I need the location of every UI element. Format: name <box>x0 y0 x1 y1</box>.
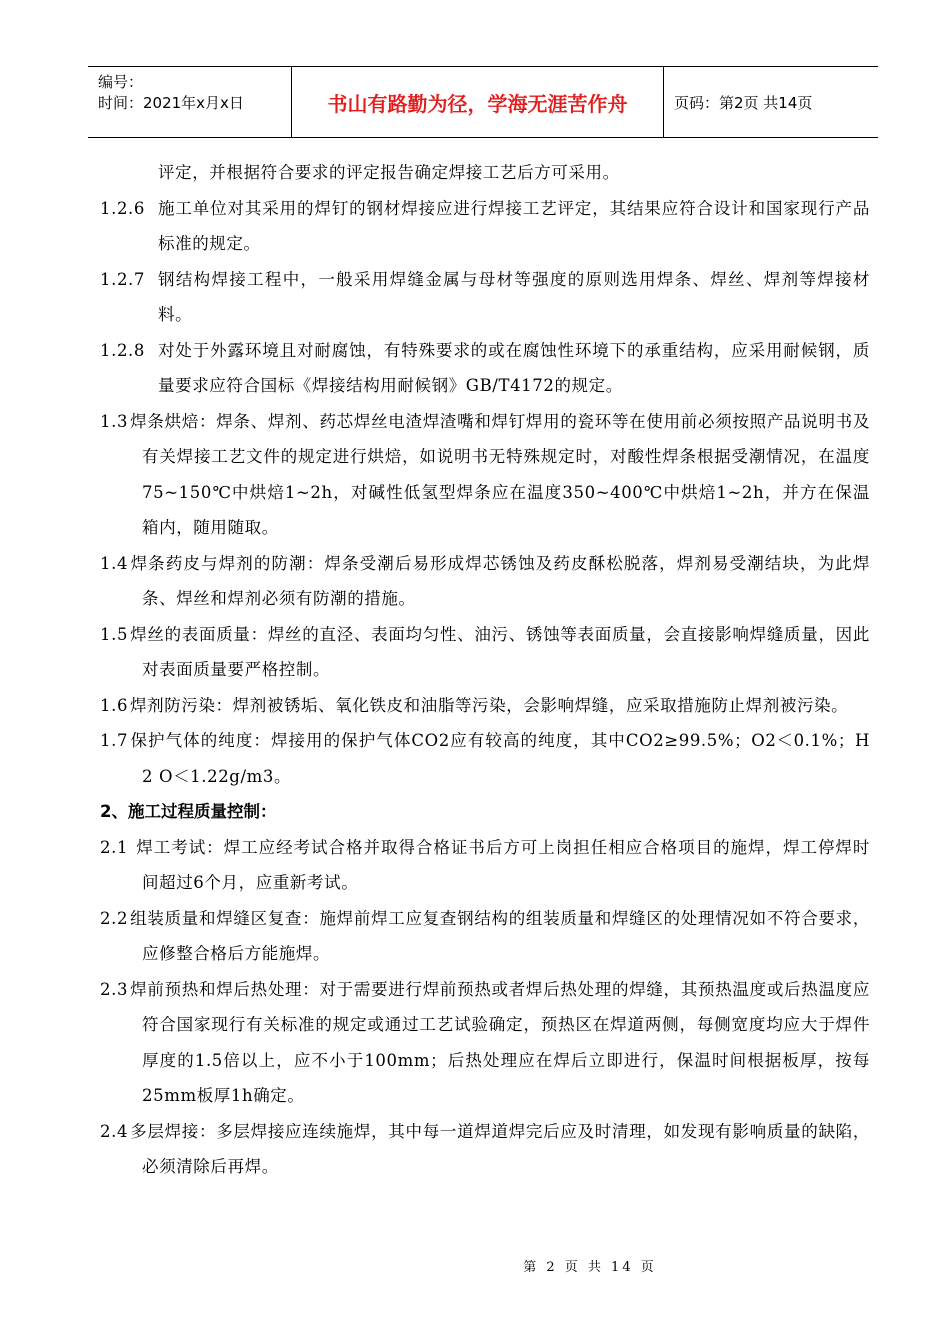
page-footer: 第 2 页 共 14 页 <box>523 1260 657 1275</box>
section-1-5 <box>100 617 870 688</box>
subsection-number: 1.2.8 <box>100 340 145 360</box>
subsection-number: 1.2.7 <box>100 269 145 289</box>
subsection-number: 1.2.6 <box>100 198 145 218</box>
serial-label: 编号： <box>98 73 144 91</box>
subsection-text: 对处于外露环境且对耐腐蚀，有特殊要求的或在腐蚀性环境下的承重结构，应采用耐候钢，质量要求应符合国标《焊接结构用耐候钢》GB/T4172的规定。 <box>158 340 870 395</box>
section-1-7 <box>100 723 870 794</box>
subsection-1-2-7 <box>100 262 870 333</box>
section-text: 保护气体的纯度：焊接用的保护气体CO2应有较高的纯度，其中CO2≥99.5%；O2＜0.1%；H 2 O＜1.22g/m3。 <box>130 731 870 786</box>
section-text: 组装质量和焊缝区复查：施焊前焊工应复查钢结构的组装质量和焊缝区的处理情况如不符合要求，应修整合格后方能施焊。 <box>130 908 870 963</box>
section-number: 1.7 <box>100 731 129 750</box>
section-text: 焊条烘焙：焊条、焊剂、药芯焊丝电渣焊渣嘴和焊钉焊用的瓷环等在使用前必须按照产品说明书及有关焊接工艺文件的规定进行烘焙，如说明书无特殊规定时，对酸性焊条根据受潮情况，在温度75~150℃中烘焙1~2h，对碱性低氢型焊条应在温度350~400℃中烘焙1~2h，并方在保温箱内，随用随取。 <box>130 411 870 537</box>
document-body <box>100 155 870 1185</box>
intro-paragraph: 评定，并根据符合要求的评定报告确定焊接工艺后方可采用。 <box>158 163 620 182</box>
section-number: 2.4 <box>100 1121 129 1141</box>
section-1-4 <box>100 546 870 617</box>
section-number: 2.2 <box>100 908 129 928</box>
section-text: 焊条药皮与焊剂的防潮：焊条受潮后易形成焊芯锈蚀及药皮酥松脱落，焊剂易受潮结块，为此焊条、焊丝和焊剂必须有防潮的措施。 <box>130 553 870 608</box>
section-text: 焊丝的表面质量：焊丝的直泾、表面均匀性、油污、锈蚀等表面质量，会直接影响焊缝质量，因此对表面质量要严格控制。 <box>130 624 870 679</box>
section-2-3 <box>100 972 870 1114</box>
section-number: 1.6 <box>100 695 129 715</box>
section-1-6 <box>100 688 870 724</box>
section-number: 2.3 <box>100 979 129 999</box>
section-text: 焊剂防污染：焊剂被锈垢、氧化铁皮和油脂等污染，会影响焊缝，应采取措施防止焊剂被污染。 <box>130 695 849 715</box>
page-header <box>88 66 878 138</box>
header-page-label: 页码：第2页 共14页 <box>674 93 813 112</box>
section-number: 1.3 <box>100 411 129 431</box>
section-text: 焊前预热和焊后热处理：对于需要进行焊前预热或者焊后热处理的焊缝，其预热温度或后热温度应符合国家现行有关标准的规定或通过工艺试验确定，预热区在焊道两侧，每侧宽度均应大于焊件厚度的1.5倍以上，应不小于100mm；后热处理应在焊后立即进行，保温时间根据板厚，按每25mm板厚1h确定。 <box>130 979 870 1105</box>
header-motto: 书山有路勤为径，学海无涯苦作舟 <box>291 67 664 137</box>
subsection-text: 钢结构焊接工程中，一般采用焊缝金属与母材等强度的原则选用焊条、焊丝、焊剂等焊接材料。 <box>158 269 870 324</box>
subsection-1-2-8 <box>100 333 870 404</box>
section-number: 2.1 <box>100 837 129 857</box>
time-label: 时间：2021年x月x日 <box>98 94 244 112</box>
section-2-1 <box>100 830 870 901</box>
subsection-1-2-6 <box>100 191 870 262</box>
subsection-text: 施工单位对其采用的焊钉的钢材焊接应进行焊接工艺评定，其结果应符合设计和国家现行产品标准的规定。 <box>158 198 870 253</box>
section-heading-2: 2、施工过程质量控制： <box>100 802 277 821</box>
section-text: 焊工考试：焊工应经考试合格并取得合格证书后方可上岗担任相应合格项目的施焊，焊工停焊时间超过6个月，应重新考试。 <box>130 837 870 892</box>
section-2-4 <box>100 1114 870 1185</box>
header-info <box>88 67 291 137</box>
section-1-3 <box>100 404 870 546</box>
section-2-2 <box>100 901 870 972</box>
section-number: 1.5 <box>100 624 129 644</box>
section-number: 1.4 <box>100 553 129 573</box>
section-text: 多层焊接：多层焊接应连续施焊，其中每一道焊道焊完后应及时清理，如发现有影响质量的缺陷，必须清除后再焊。 <box>130 1121 870 1176</box>
